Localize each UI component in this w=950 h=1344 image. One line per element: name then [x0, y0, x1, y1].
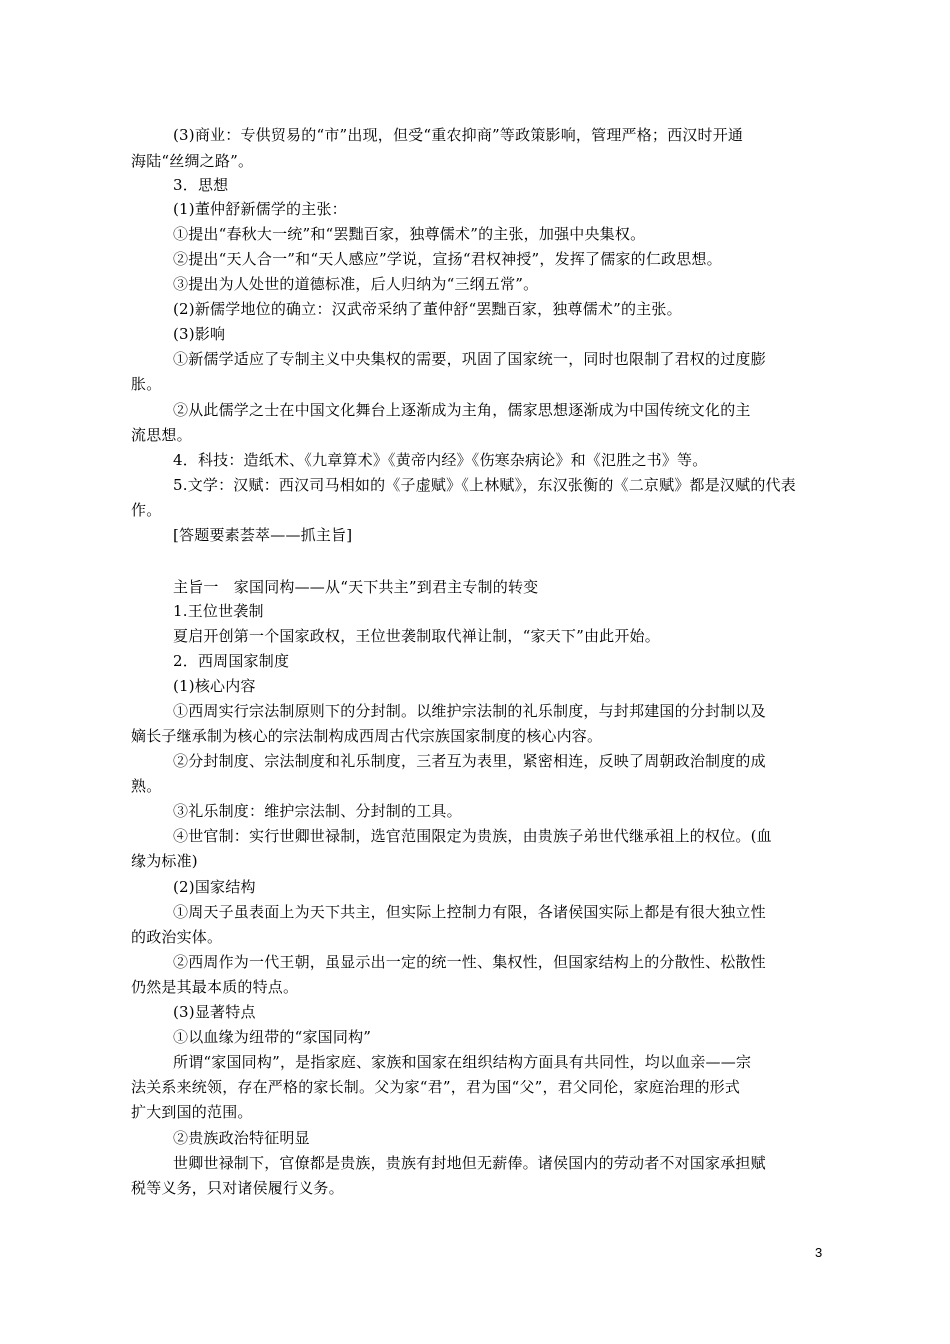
text-line: ①新儒学适应了专制主义中央集权的需要，巩固了国家统一，同时也限制了君权的过度膨 — [173, 350, 766, 368]
text-line: ④世官制：实行世卿世禄制，选官范围限定为贵族，由贵族子弟世代继承祖上的权位。(血 — [173, 827, 772, 845]
text-line: ②提出“天人合一”和“天人感应”学说，宣扬“君权神授”，发挥了儒家的仁政思想。 — [173, 250, 722, 268]
text-line: 流思想。 — [131, 426, 192, 444]
text-line: 扩大到国的范围。 — [131, 1103, 253, 1121]
text-line: ③提出为人处世的道德标准，后人归纳为“三纲五常”。 — [173, 275, 539, 293]
text-line: 夏启开创第一个国家政权，王位世袭制取代禅让制，“家天下”由此开始。 — [173, 627, 660, 645]
text-line: ①以血缘为纽带的“家国同构” — [173, 1028, 372, 1046]
text-line: (2)国家结构 — [173, 878, 256, 896]
text-line: 世卿世禄制下，官僚都是贵族，贵族有封地但无薪俸。诸侯国内的劳动者不对国家承担赋 — [173, 1154, 766, 1172]
text-line: ①周天子虽表面上为天下共主，但实际上控制力有限，各诸侯国实际上都是有很大独立性 — [173, 903, 766, 921]
text-line: ①提出“春秋大一统”和“罢黜百家，独尊儒术”的主张，加强中央集权。 — [173, 225, 646, 243]
text-line: 作。 — [131, 501, 162, 519]
text-line: ②分封制度、宗法制度和礼乐制度，三者互为表里，紧密相连，反映了周朝政治制度的成 — [173, 752, 766, 770]
text-line: ②西周作为一代王朝，虽显示出一定的统一性、集权性，但国家结构上的分散性、松散性 — [173, 953, 766, 971]
text-line: 法关系来统领，存在严格的家长制。父为家“君”，君为国“父”，君父同伦，家庭治理的形式 — [131, 1078, 741, 1096]
text-line: 仍然是其最本质的特点。 — [131, 978, 299, 996]
text-line: 海陆“丝绸之路”。 — [131, 152, 254, 170]
text-line: 1.王位世袭制 — [173, 602, 264, 620]
text-line: 税等义务，只对诸侯履行义务。 — [131, 1179, 344, 1197]
text-line: (3)商业：专供贸易的“市”出现，但受“重农抑商”等政策影响，管理严格；西汉时开通 — [173, 126, 744, 144]
text-line: 熟。 — [131, 777, 162, 795]
text-line: 的政治实体。 — [131, 928, 223, 946]
text-line: [答题要素荟萃——抓主旨] — [173, 526, 353, 544]
text-line: 所谓“家国同构”，是指家庭、家族和国家在组织结构方面具有共同性，均以血亲——宗 — [173, 1053, 752, 1071]
text-line: (1)董仲舒新儒学的主张： — [173, 200, 347, 218]
text-line: (3)显著特点 — [173, 1003, 256, 1021]
text-line: 缘为标准) — [131, 852, 198, 870]
text-line: ②从此儒学之士在中国文化舞台上逐渐成为主角，儒家思想逐渐成为中国传统文化的主 — [173, 401, 751, 419]
page-number: 3 — [815, 1245, 823, 1260]
text-line: (2)新儒学地位的确立：汉武帝采纳了董仲舒“罢黜百家，独尊儒术”的主张。 — [173, 300, 682, 318]
text-line: 嫡长子继承制为核心的宗法制构成西周古代宗族国家制度的核心内容。 — [131, 727, 603, 745]
text-line: ③礼乐制度：维护宗法制、分封制的工具。 — [173, 802, 462, 820]
text-line: 4．科技：造纸术、《九章算术》《黄帝内经》《伤寒杂病论》和《氾胜之书》等。 — [173, 451, 708, 469]
section-heading: 主旨一 家国同构——从“天下共主”到君主专制的转变 — [173, 578, 539, 596]
text-line: 3．思想 — [173, 176, 229, 194]
text-line: ①西周实行宗法制原则下的分封制。以维护宗法制的礼乐制度，与封邦建国的分封制以及 — [173, 702, 766, 720]
text-line: 2．西周国家制度 — [173, 652, 290, 670]
text-line: ②贵族政治特征明显 — [173, 1129, 310, 1147]
text-line: 5.文学：汉赋：西汉司马相如的《子虚赋》《上林赋》，东汉张衡的《二京赋》都是汉赋的代表 — [173, 476, 796, 494]
text-line: (3)影响 — [173, 325, 226, 343]
text-line: 胀。 — [131, 375, 162, 393]
text-line: (1)核心内容 — [173, 677, 256, 695]
